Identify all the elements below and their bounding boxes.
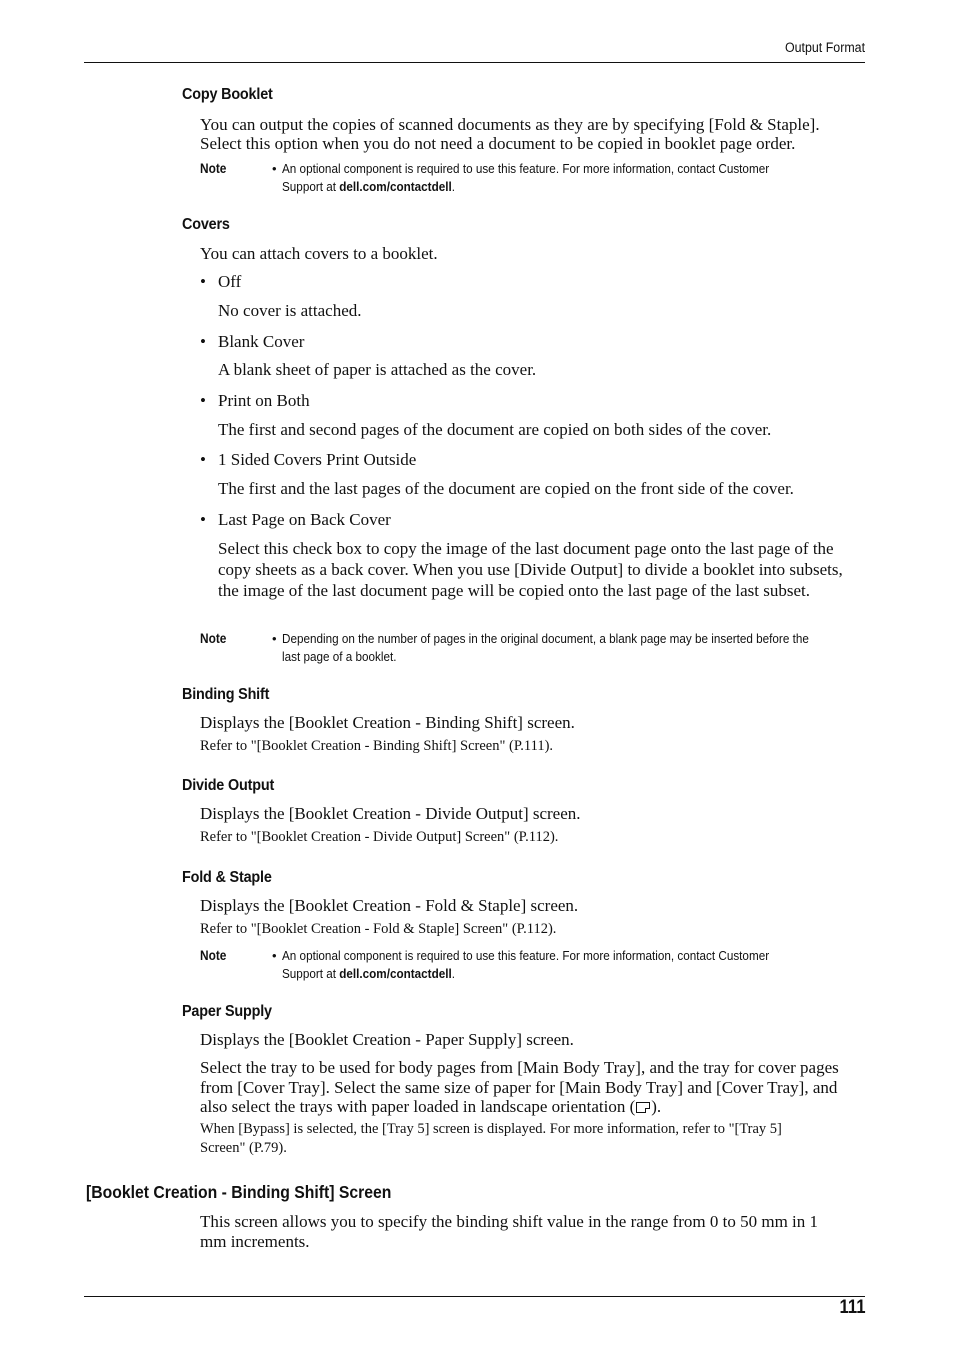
binding-shift-text: Displays the [Booklet Creation - Binding Shift] screen. (200, 713, 575, 732)
binding-shift-ref[interactable]: Refer to "[Booklet Creation - Binding Shift] Screen" (P.111). (200, 738, 554, 754)
bypass-line: Screen" (P.79). (200, 1140, 287, 1156)
list-item-desc: No cover is attached. (218, 301, 362, 320)
running-header: Output Format (784, 40, 865, 55)
binding-shift-heading: Binding Shift (182, 686, 270, 703)
bullet: • (200, 272, 206, 291)
fold-staple-ref[interactable]: Refer to "[Booklet Creation - Fold & Staple] Screen" (P.112). (200, 921, 557, 937)
note-line: An optional component is required to use this feature. For more information, contact Customer (282, 948, 770, 963)
copy-booklet-heading: Copy Booklet (182, 86, 273, 103)
note-line (282, 965, 822, 983)
contact-link[interactable]: dell.com/contactdell (339, 178, 452, 194)
note-line: Depending on the number of pages in the original document, a blank page may be inserted before the (282, 631, 809, 646)
list-item-label: Print on Both (218, 391, 310, 410)
note-text: Support at (282, 965, 340, 981)
note-text: . (451, 965, 455, 981)
note-line: last page of a booklet. (282, 648, 397, 664)
paragraph-text: ). (651, 1097, 662, 1116)
bypass-note (200, 1120, 866, 1158)
paragraph-line: Select the tray to be used for body pages from [Main Body Tray], and the tray for cover pages (200, 1058, 839, 1077)
copy-booklet-note (282, 160, 822, 195)
list-item-desc: The first and the last pages of the document are copied on the front side of the cover. (218, 479, 794, 498)
bullet: • (200, 510, 206, 529)
note-bullet: • (272, 631, 277, 646)
fold-staple-heading: Fold & Staple (182, 869, 272, 886)
copy-booklet-line-1: You can output the copies of scanned documents as they are by specifying [Fold & Staple]. (200, 115, 820, 134)
bullet: • (200, 450, 206, 469)
covers-note (282, 630, 822, 665)
bullet: • (200, 332, 206, 351)
fold-staple-text: Displays the [Booklet Creation - Fold & Staple] screen. (200, 896, 579, 915)
list-item-label: Off (218, 272, 242, 291)
paragraph-line (200, 1097, 866, 1117)
paragraph-line: mm increments. (200, 1231, 310, 1251)
note-line: An optional component is required to use this feature. For more information, contact Customer (282, 161, 770, 176)
page-number: 111 (839, 1297, 866, 1318)
bullet: • (200, 391, 206, 410)
note-label: Note (200, 631, 227, 646)
paper-supply-text: Displays the [Booklet Creation - Paper Supply] screen. (200, 1030, 574, 1049)
paragraph-line: from [Cover Tray]. Select the same size of paper for [Main Body Tray] and [Cover Tray], and (200, 1077, 838, 1097)
list-item-label: Last Page on Back Cover (218, 510, 391, 529)
binding-shift-screen-heading: [Booklet Creation - Binding Shift] Screen (86, 1182, 392, 1202)
list-item-desc: The first and second pages of the document are copied on both sides of the cover. (218, 420, 772, 439)
note-label: Note (200, 161, 227, 176)
paper-supply-paragraph (200, 1058, 866, 1117)
note-bullet: • (272, 161, 277, 176)
covers-heading: Covers (182, 216, 230, 233)
paper-supply-heading: Paper Supply (182, 1003, 272, 1020)
copy-booklet-line-2: Select this option when you do not need a document to be copied in booklet page order. (200, 134, 796, 153)
footer-rule (84, 1296, 865, 1297)
list-item-desc: A blank sheet of paper is attached as the cover. (218, 360, 537, 379)
bypass-line: When [Bypass] is selected, the [Tray 5] screen is displayed. For more information, refer to "[Tray 5] (200, 1121, 782, 1137)
binding-shift-screen-text (200, 1212, 866, 1251)
note-bullet: • (272, 948, 277, 963)
divide-output-text: Displays the [Booklet Creation - Divide Output] screen. (200, 804, 581, 823)
landscape-orientation-icon (636, 1102, 650, 1113)
divide-output-heading: Divide Output (182, 777, 275, 794)
list-item-label: Blank Cover (218, 332, 305, 351)
header-rule (84, 62, 865, 63)
covers-intro: You can attach covers to a booklet. (200, 244, 438, 263)
contact-link[interactable]: dell.com/contactdell (339, 965, 452, 981)
fold-staple-note (282, 947, 822, 982)
paragraph-line: This screen allows you to specify the binding shift value in the range from 0 to 50 mm in 1 (200, 1212, 819, 1231)
note-label: Note (200, 948, 227, 963)
list-item-desc: Select this check box to copy the image of the last document page onto the last page of the copy sheets as a back cover. When you use [Divide Output] to divide a booklet into subsets, the image of the last document page will be copied onto the last page of the last subset. (218, 539, 843, 600)
note-text: . (451, 178, 455, 194)
divide-output-ref[interactable]: Refer to "[Booklet Creation - Divide Output] Screen" (P.112). (200, 829, 559, 845)
list-item-label: 1 Sided Covers Print Outside (218, 450, 417, 469)
note-text: Support at (282, 178, 340, 194)
paragraph-text: also select the trays with paper loaded in landscape orientation ( (200, 1097, 636, 1116)
note-line (282, 178, 822, 196)
